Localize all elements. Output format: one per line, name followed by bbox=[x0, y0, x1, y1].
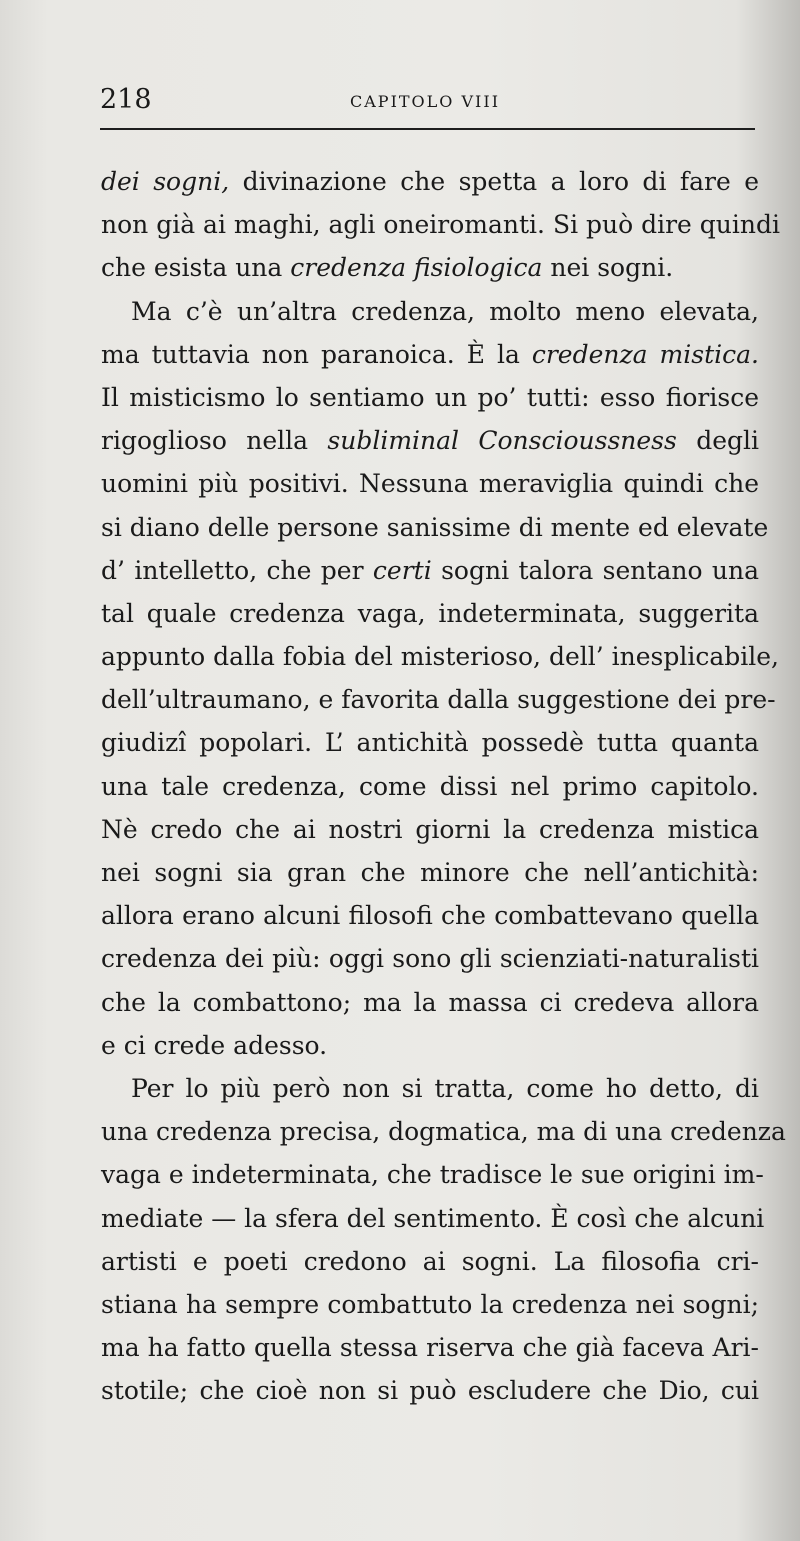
text-segment: sogni talora sentano una bbox=[431, 555, 759, 585]
text-line bbox=[101, 1240, 759, 1283]
text-line bbox=[101, 678, 776, 721]
text-line bbox=[101, 981, 759, 1024]
italic-text: subliminal Conscioussness bbox=[327, 426, 677, 456]
text-segment: e ci crede adesso. bbox=[101, 1030, 328, 1060]
text-line bbox=[101, 894, 759, 937]
italic-text: dei sogni, bbox=[101, 167, 230, 196]
text-segment: una credenza precisa, dogmatica, ma di una credenza bbox=[101, 1117, 786, 1147]
text-line bbox=[101, 1283, 759, 1326]
text-line bbox=[101, 1326, 759, 1369]
text-line bbox=[101, 203, 781, 246]
text-segment: stotile; che cioè non si può escludere che Dio, cui bbox=[101, 1376, 759, 1406]
text-segment: mediate — la sfera del sentimento. È così che alcuni bbox=[101, 1203, 765, 1233]
text-line bbox=[101, 1110, 786, 1153]
text-line bbox=[101, 592, 759, 635]
text-segment: che esista una bbox=[101, 253, 291, 283]
text-line bbox=[101, 333, 759, 376]
text-segment: degli bbox=[676, 426, 759, 456]
text-segment: Il misticismo lo sentiamo un po’ tutti: esso fiorisce bbox=[101, 382, 759, 412]
text-line bbox=[101, 851, 759, 894]
text-line bbox=[101, 1067, 759, 1110]
text-line bbox=[101, 1153, 764, 1196]
text-segment: che la combattono; ma la massa ci credeva allora bbox=[101, 987, 759, 1017]
text-segment: si diano delle persone sanissime di mente ed elevate bbox=[101, 512, 769, 542]
text-segment: giudizî popolari. L’ antichità possedè tutta quanta bbox=[101, 728, 759, 758]
text-segment: nei sogni sia gran che minore che nell’antichità: bbox=[101, 858, 759, 887]
text-segment: ma ha fatto quella stessa riserva che già faceva Ari- bbox=[101, 1333, 759, 1363]
text-line bbox=[101, 765, 759, 808]
text-segment: uomini più positivi. Nessuna meraviglia quindi che bbox=[101, 469, 759, 499]
text-segment: dell’ultraumano, e favorita dalla suggestione dei pre- bbox=[101, 685, 776, 715]
text-line bbox=[101, 290, 759, 333]
body-text bbox=[101, 160, 786, 1412]
text-segment: vaga e indeterminata, che tradisce le sue origini im- bbox=[101, 1160, 764, 1190]
text-segment: Ma c’è un’altra credenza, molto meno elevata, bbox=[131, 296, 759, 326]
text-line bbox=[101, 808, 759, 851]
text-line bbox=[101, 635, 779, 678]
text-line bbox=[101, 937, 759, 980]
text-segment: non già ai maghi, agli oneiromanti. Si può dire quindi bbox=[101, 210, 781, 240]
text-line bbox=[101, 721, 759, 764]
running-head: CAPITOLO VIII bbox=[350, 92, 501, 111]
text-segment: Per lo più però non si tratta, come ho detto, di bbox=[131, 1073, 759, 1103]
text-line bbox=[101, 462, 759, 505]
italic-text: credenza fisiologica bbox=[290, 253, 543, 283]
page-header bbox=[100, 84, 760, 124]
text-segment: Nè credo che ai nostri giorni la credenza mistica bbox=[101, 814, 759, 844]
text-segment: nei sogni. bbox=[542, 253, 674, 283]
italic-text: credenza mistica. bbox=[531, 339, 759, 369]
text-segment: artisti e poeti credono ai sogni. La filosofia cri- bbox=[101, 1246, 759, 1276]
text-segment: appunto dalla fobia del misterioso, dell’ inesplicabile, bbox=[101, 642, 779, 672]
text-line bbox=[101, 419, 759, 462]
text-line bbox=[101, 246, 759, 289]
text-segment: allora erano alcuni filosofi che combattevano quella bbox=[101, 901, 759, 931]
text-line bbox=[101, 1024, 759, 1067]
page-number: 218 bbox=[100, 84, 152, 115]
text-segment: divinazione che spetta a loro di fare e bbox=[229, 167, 759, 196]
text-line bbox=[101, 549, 759, 592]
text-line bbox=[101, 1369, 759, 1412]
text-line bbox=[101, 376, 759, 419]
text-segment: stiana ha sempre combattuto la credenza nei sogni; bbox=[101, 1289, 759, 1319]
text-line bbox=[101, 1197, 765, 1240]
text-segment: tal quale credenza vaga, indeterminata, suggerita bbox=[101, 598, 759, 628]
text-line bbox=[101, 160, 759, 203]
text-segment: una tale credenza, come dissi nel primo capitolo. bbox=[101, 771, 759, 801]
header-rule bbox=[100, 128, 755, 130]
text-segment: credenza dei più: oggi sono gli scienziati-naturalisti bbox=[101, 944, 759, 974]
text-line bbox=[101, 506, 769, 549]
italic-text: certi bbox=[372, 555, 432, 585]
text-segment: d’ intelletto, che per bbox=[101, 555, 373, 585]
text-segment: rigoglioso nella bbox=[101, 426, 328, 456]
text-segment: ma tuttavia non paranoica. È la bbox=[101, 339, 532, 369]
